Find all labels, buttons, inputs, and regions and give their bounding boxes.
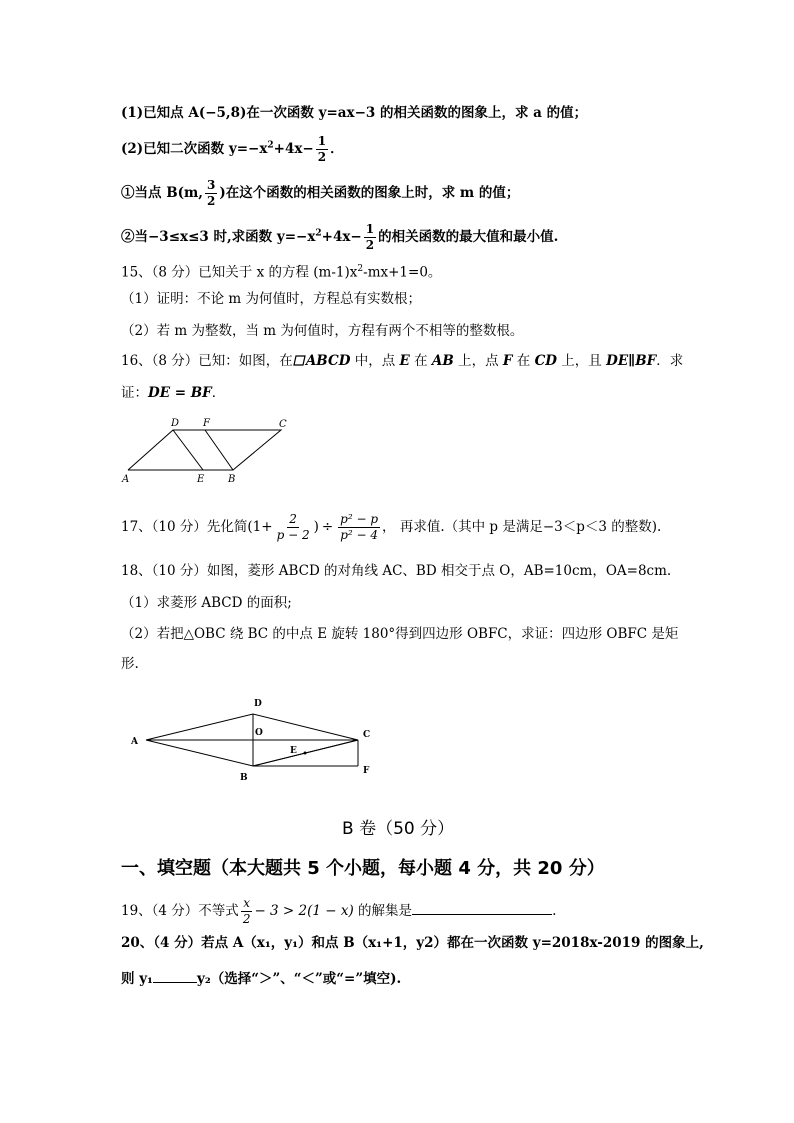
q18-sub1: （1）求菱形 ABCD 的面积; xyxy=(121,595,292,611)
q14-part2-fraction xyxy=(316,134,328,165)
q20-y2-instruction: y₂（选择“＞”、“＜”或“=”填空). xyxy=(196,971,402,987)
q16-de-parallel-bf: DE∥BF xyxy=(606,353,657,369)
q16-text: ． xyxy=(211,385,226,401)
q20-y1: 则 y₁ xyxy=(121,971,153,987)
q17-fraction-1 xyxy=(275,512,312,543)
q14-case2-post: 的相关函数的最大值和最小值. xyxy=(378,229,559,245)
segment-fb xyxy=(205,430,233,470)
q16-text: 上，点 xyxy=(453,353,503,369)
fraction-numerator: 1 xyxy=(317,134,327,148)
q14-case2 xyxy=(121,222,558,253)
q14-case1-post: )在这个函数的相关函数的图象上时，求 m 的值； xyxy=(219,185,520,201)
fraction-numerator: 1 xyxy=(365,222,375,236)
q16-ab: AB xyxy=(431,353,454,369)
label-a: A xyxy=(122,474,130,485)
label-d: D xyxy=(171,418,180,429)
q15-stem-pre: 15、（8 分）已知关于 x 的方程 (m-1)x xyxy=(121,264,358,281)
label-c: C xyxy=(363,730,371,740)
q16-cd: CD xyxy=(534,353,558,369)
parallelogram-icon xyxy=(293,353,306,364)
q14-case2-sup: 2 xyxy=(315,228,322,239)
q14-case2-pre: ②当−3≤x≤3 时,求函数 y=−x xyxy=(121,229,316,245)
fraction-denominator: 2 xyxy=(206,194,216,208)
rhombus-figure xyxy=(128,694,378,784)
q16-text: 在 xyxy=(512,353,535,369)
q14-case1-fraction xyxy=(205,178,217,209)
q14-case1 xyxy=(121,178,519,209)
q16-text: 上，且 xyxy=(557,353,607,369)
q15-sub2: （2）若 m 为整数，当 m 为何值时，方程有两个不相等的整数根。 xyxy=(121,323,524,339)
q19-end: . xyxy=(552,903,557,919)
label-f: F xyxy=(203,418,210,429)
point-e xyxy=(304,752,307,755)
fraction-denominator: p − 2 xyxy=(276,528,310,542)
q17-divide: ÷ xyxy=(321,519,334,535)
q20-answer-blank[interactable] xyxy=(153,968,197,983)
label-e: E xyxy=(290,746,297,756)
label-e: E xyxy=(197,474,205,485)
q17-paren-open: (1+ xyxy=(247,519,273,535)
q17-post: ， 再求值.（其中 p 是满足−3＜p＜3 的整数). xyxy=(382,519,662,535)
q18-sub2: （2）若把△OBC 绕 BC 的中点 E 旋转 180°得到四边形 OBFC，求证：四边形 OBFC 是矩 xyxy=(121,626,679,642)
q14-part2-sup: 2 xyxy=(267,140,274,151)
q18-stem: 18、（10 分）如图，菱形 ABCD 的对角线 AC、BD 相交于点 O，AB=10cm，OA=8cm. xyxy=(121,563,672,579)
fraction-denominator: 2 xyxy=(365,238,375,252)
q19-fraction xyxy=(241,896,253,927)
label-d: D xyxy=(254,699,262,709)
fraction-numerator: 3 xyxy=(206,178,216,192)
q14-case2-mid: +4x− xyxy=(321,229,362,245)
label-o: O xyxy=(255,728,263,738)
q16-text: 在 xyxy=(409,353,432,369)
q14-part2-pre: (2)已知二次函数 y=−x xyxy=(121,141,268,157)
q16-f: F xyxy=(502,353,513,369)
fraction-denominator: 2 xyxy=(317,150,327,164)
label-b: B xyxy=(228,474,236,485)
q14-part2-post: ． xyxy=(330,141,344,157)
fraction-numerator: x xyxy=(243,896,251,910)
q17-pre: 17、（10 分）先化简 xyxy=(121,519,248,535)
q16-text: 中，点 xyxy=(350,353,400,369)
fraction-numerator: p² − p xyxy=(340,512,379,526)
part1-heading: 一、填空题（本大题共 5 个小题，每小题 4 分，共 20 分） xyxy=(121,858,605,879)
label-a: A xyxy=(131,737,138,747)
q15-sub1: （1）证明：不论 m 为何值时，方程总有实数根； xyxy=(121,291,421,307)
q15-stem-sup: 2 xyxy=(357,264,364,274)
q16-abcd: ABCD xyxy=(305,353,351,369)
q19-inequality: − 3 > 2(1 − x) xyxy=(254,903,354,919)
fraction-denominator: p² − 4 xyxy=(340,528,378,542)
label-c: C xyxy=(279,419,287,430)
q19-post: 的解集是 xyxy=(353,903,413,919)
q15-stem-post: -mx+1=0。 xyxy=(363,264,442,281)
segment-de xyxy=(173,430,203,470)
fraction-denominator: 2 xyxy=(242,912,251,926)
label-f: F xyxy=(363,766,370,776)
q17-line xyxy=(121,512,661,543)
q16-text: ．求 xyxy=(656,353,684,369)
q15-stem xyxy=(121,260,441,282)
q19-pre: 19、（4 分）不等式 xyxy=(121,903,239,919)
q16-e: E xyxy=(399,353,410,369)
q16-line2 xyxy=(121,384,225,402)
q16-text: 证： xyxy=(121,385,148,401)
q14-part2 xyxy=(121,134,344,165)
q18-sub2-cont: 形. xyxy=(121,656,139,672)
q20-line2 xyxy=(121,968,401,988)
q20-line1: 20、（4 分）若点 A（x₁，y₁）和点 B（x₁+1，y2）都在一次函数 y=2018x-2019 的图象上, xyxy=(121,935,704,951)
q19-answer-blank[interactable] xyxy=(412,900,552,915)
q14-part1: (1)已知点 A(−5,8)在一次函数 y=ax−3 的相关函数的图象上，求 a 的值； xyxy=(121,105,588,121)
q14-case2-fraction xyxy=(364,222,376,253)
parallelogram-figure xyxy=(115,414,305,486)
q14-case1-pre: ①当点 B(m, xyxy=(121,185,203,201)
q14-part2-mid: +4x− xyxy=(273,141,314,157)
q19-line xyxy=(121,896,556,927)
fraction-numerator: 2 xyxy=(289,512,297,526)
q16-text: 16、（8 分）已知：如图，在 xyxy=(121,353,293,369)
parallelogram-abcd xyxy=(128,430,281,470)
q16-de-eq-bf: DE = BF xyxy=(148,385,212,401)
section-b-title: B 卷（50 分） xyxy=(342,819,455,839)
q16-line1 xyxy=(121,352,683,370)
label-b: B xyxy=(240,773,248,783)
q17-paren-close: ) xyxy=(313,519,319,535)
q17-fraction-2 xyxy=(338,512,380,543)
